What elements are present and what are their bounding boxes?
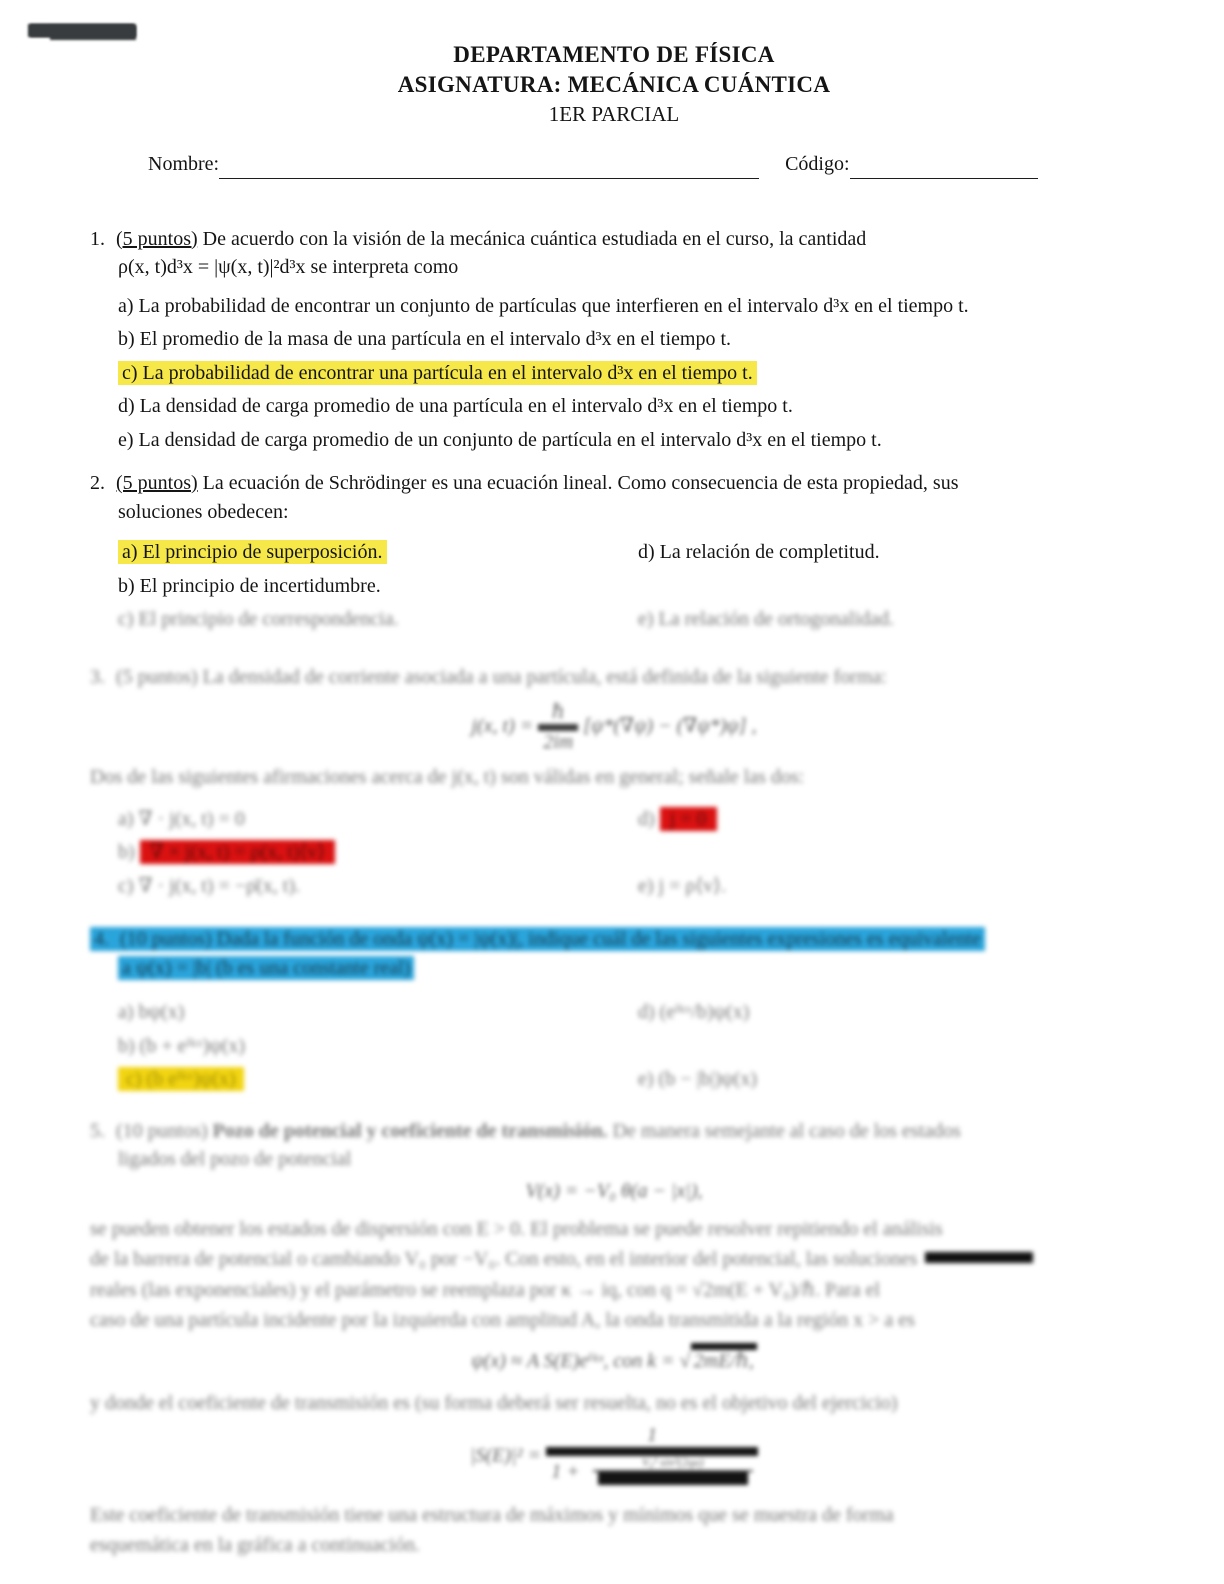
q1-option-b: b) El promedio de la masa de una partícula en el intervalo d³x en el tiempo t. (118, 328, 732, 350)
department-title: DEPARTAMENTO DE FÍSICA (453, 42, 775, 67)
course-title: ASIGNATURA: MECÁNICA CUÁNTICA (397, 72, 831, 97)
q5-paragraph-line2-text: de la barrera de potencial o cambiando V₀ por −V₀. Con esto, en el interior del potencial, las soluciones (90, 1248, 918, 1270)
question-1-number: 1. (90, 227, 105, 250)
q3-option-a: a) ∇ · j(x, t) = 0 (118, 807, 245, 830)
question-4-text: Dada la función de onda ψ(x) = |ψ(x)|, indique cuál de las siguientes expresiones es equivalente (216, 928, 981, 950)
question-1 (90, 225, 1138, 458)
q5-potential-equation: V(x) = −V₀ θ(a − |x|), (525, 1179, 703, 1202)
question-2-options (118, 536, 1138, 637)
q4-option-c-yellow-highlight: c) (b eⁱᵏˣ)ψ(x) (118, 1067, 244, 1091)
q1-option-c (118, 357, 1138, 391)
q1-option-e: e) La densidad de carga promedio de un conjunto de partícula en el intervalo d³x en el tiempo t. (118, 428, 882, 451)
code-label: Código: (785, 153, 850, 175)
name-label: Nombre: (148, 153, 220, 175)
q5-T-den-prefix: 1 + (551, 1460, 580, 1483)
q5-closing (90, 1500, 1138, 1560)
question-3-subtext: Dos de las siguientes afirmaciones acerca de j(x, t) son válidas en general; señale las dos: (90, 766, 805, 788)
question-4-options (118, 996, 1138, 1097)
q5-T-nested-den-redaction (598, 1472, 748, 1485)
q2-option-e: e) La relación de ortogonalidad. (638, 608, 894, 630)
q4-blue-highlight-line1 (90, 927, 985, 951)
q3-eq-frac-bottom: 2im (543, 731, 574, 753)
question-3-number: 3. (90, 665, 105, 688)
q3-option-e: e) j = ρ⟨v⟩. (638, 874, 726, 897)
q5-T-nested-den (593, 1472, 753, 1490)
identity-row (148, 150, 1138, 179)
q5-paragraph-line2 (90, 1244, 1138, 1275)
q1-option-d: d) La densidad de carga promedio de una partícula en el intervalo d³x en el tiempo t. (118, 395, 793, 417)
q3-eq-frac-bar (538, 724, 578, 731)
q2-spacer (638, 570, 1138, 604)
q4-option-c (118, 1063, 638, 1097)
exam-header (90, 40, 1138, 128)
q5-T-eq-lhs: |S(E)|² = (469, 1444, 542, 1467)
q2-option-d: d) La relación de completitud. (638, 541, 880, 563)
q5-T-nested-num: V₀² sin²(2qa) (641, 1455, 704, 1469)
question-1-text: De acuerdo con la visión de la mecánica cuántica estudiada en el curso, la cantidad (202, 227, 867, 250)
q3-option-d-red-highlight: j = 0 (660, 807, 717, 831)
question-2-text: La ecuación de Schrödinger es una ecuación lineal. Como consecuencia de esta propiedad, sus (202, 472, 959, 494)
q3-option-d-letter: d) (638, 807, 655, 830)
q1-option-a: a) La probabilidad de encontrar un conjunto de partículas que interfieren en el intervalo d³x en el tiempo t. (118, 294, 969, 317)
question-5-bold-title: Pozo de potencial y coeficiente de transmisión. (212, 1119, 608, 1142)
q5-sqrt-sign: √ (679, 1349, 691, 1372)
q4-spacer (638, 1030, 1138, 1064)
question-2 (90, 469, 1138, 637)
exam-title: 1ER PARCIAL (548, 102, 680, 126)
question-3-head (90, 663, 1138, 692)
question-2-head (90, 469, 1138, 526)
q5-T-nested-fraction (593, 1456, 753, 1490)
q3-eq-frac-top: ℏ (551, 701, 565, 723)
q3-option-b-letter: b) (118, 841, 135, 863)
question-1-options (118, 290, 1138, 458)
q3-option-b-red-highlight: ∇ × j(x, t) = ρ(x, t)⟨v⟩ (140, 840, 335, 864)
question-3-options (118, 803, 1138, 904)
q5-sqrt-body-redacted: 2mE/ℏ, (691, 1343, 757, 1372)
q5-points-redaction-bar (30, 24, 134, 37)
question-4-head (90, 925, 1138, 982)
q2-option-a-highlight: a) El principio de superposición. (118, 540, 387, 564)
name-input-line[interactable] (219, 157, 759, 179)
question-4-points: (10 puntos) (120, 928, 212, 950)
q5-paragraph-line1: se pueden obtener los estados de dispersión con E > 0. El problema se puede resolver repitiendo el análisis (90, 1217, 943, 1240)
q3-option-d (638, 803, 1138, 837)
q3-current-density-equation (90, 701, 1138, 754)
q2-option-a (118, 536, 638, 570)
question-2-text-line2: soluciones obedecen: (118, 500, 289, 523)
question-3-text: La densidad de corriente asociada a una partícula, está definida de la siguiente forma: (202, 665, 887, 688)
q3-eq-rhs: [ψ*(∇ψ) − (∇ψ*)ψ] , (583, 715, 757, 738)
q3-spacer (638, 836, 1138, 870)
q5-T-eq-denominator (546, 1456, 758, 1490)
q5-closing-line2: esquemática en la gráfica a continuación. (90, 1534, 420, 1557)
q4-blue-highlight-line2: a ψ(x) = |b| (b es una constante real) (118, 956, 414, 980)
question-3 (90, 663, 1138, 904)
code-input-line[interactable] (850, 157, 1038, 179)
q2-option-c: c) El principio de correspondencia. (118, 608, 399, 630)
question-5-number: 5. (90, 1119, 105, 1142)
question-5 (90, 1117, 1138, 1561)
q4-option-e: e) (b − |b|)ψ(x) (638, 1068, 757, 1090)
question-5-text: De manera semejante al caso de los estados (612, 1119, 961, 1142)
q3-eq-fraction (538, 701, 578, 754)
q5-paragraph-line3: reales (las exponenciales) y el parámetro se reemplaza por κ → iq, con q = √2m(E + V₀)/ℏ. Para el (90, 1278, 881, 1301)
question-1-formula-line: ρ(x, t)d³x = |ψ(x, t)|²d³x se interpreta como (118, 256, 459, 278)
q1-option-c-highlight: c) La probabilidad de encontrar una partícula en el intervalo d³x en el tiempo t. (118, 361, 757, 385)
q5-T-eq-numerator: 1 (647, 1424, 658, 1446)
question-2-points: (5 puntos) (116, 472, 198, 494)
question-5-head (90, 1117, 1138, 1174)
question-2-number: 2. (90, 472, 105, 494)
q5-paragraph (90, 1214, 1138, 1336)
question-1-head (90, 225, 1138, 282)
q5-transmitted-wave-equation (90, 1346, 1138, 1376)
q4-option-a: a) bψ(x) (118, 1001, 185, 1023)
q5-T-eq-fraction (546, 1424, 758, 1490)
q5-transmission-intro: y donde el coeficiente de transmisión es (su forma deberá ser resuelta, no es el objetivo del ejercicio) (90, 1391, 898, 1414)
q4-line2-wrap (118, 954, 1138, 983)
question-1-points: (5 puntos) (116, 227, 198, 250)
q4-option-d: d) (eⁱᵏˣ/b)ψ(x) (638, 1001, 750, 1023)
question-4 (90, 925, 1138, 1097)
q3-option-c: c) ∇ · j(x, t) = −ρ̇(x, t). (118, 874, 301, 897)
question-3-points: (5 puntos) (116, 665, 198, 688)
q5-inline-redaction-bar (925, 1252, 1033, 1263)
q4-option-b: b) (b + eⁱᵏˣ)ψ(x) (118, 1034, 246, 1057)
q5-psi-eq-pre: ψ(x) ≈ A S(E)eⁱᵏˣ, con k = (471, 1349, 675, 1372)
question-4-number: 4. (94, 928, 109, 950)
question-5-text-line2: ligados del pozo de potencial (118, 1148, 352, 1170)
q2-option-b: b) El principio de incertidumbre. (118, 574, 381, 597)
q5-closing-line1: Este coeficiente de transmisión tiene una estructura de máximos y mínimos que se muestra de forma (90, 1504, 894, 1527)
q3-option-b (118, 836, 638, 870)
q5-transmission-coefficient-equation (90, 1424, 1138, 1490)
question-5-points: (10 puntos) (116, 1119, 208, 1142)
q3-eq-lhs: j(x, t) = (471, 715, 534, 738)
q5-paragraph-line4: caso de una partícula incidente por la izquierda con amplitud A, la onda transmitida a la región x > a es (90, 1309, 915, 1331)
